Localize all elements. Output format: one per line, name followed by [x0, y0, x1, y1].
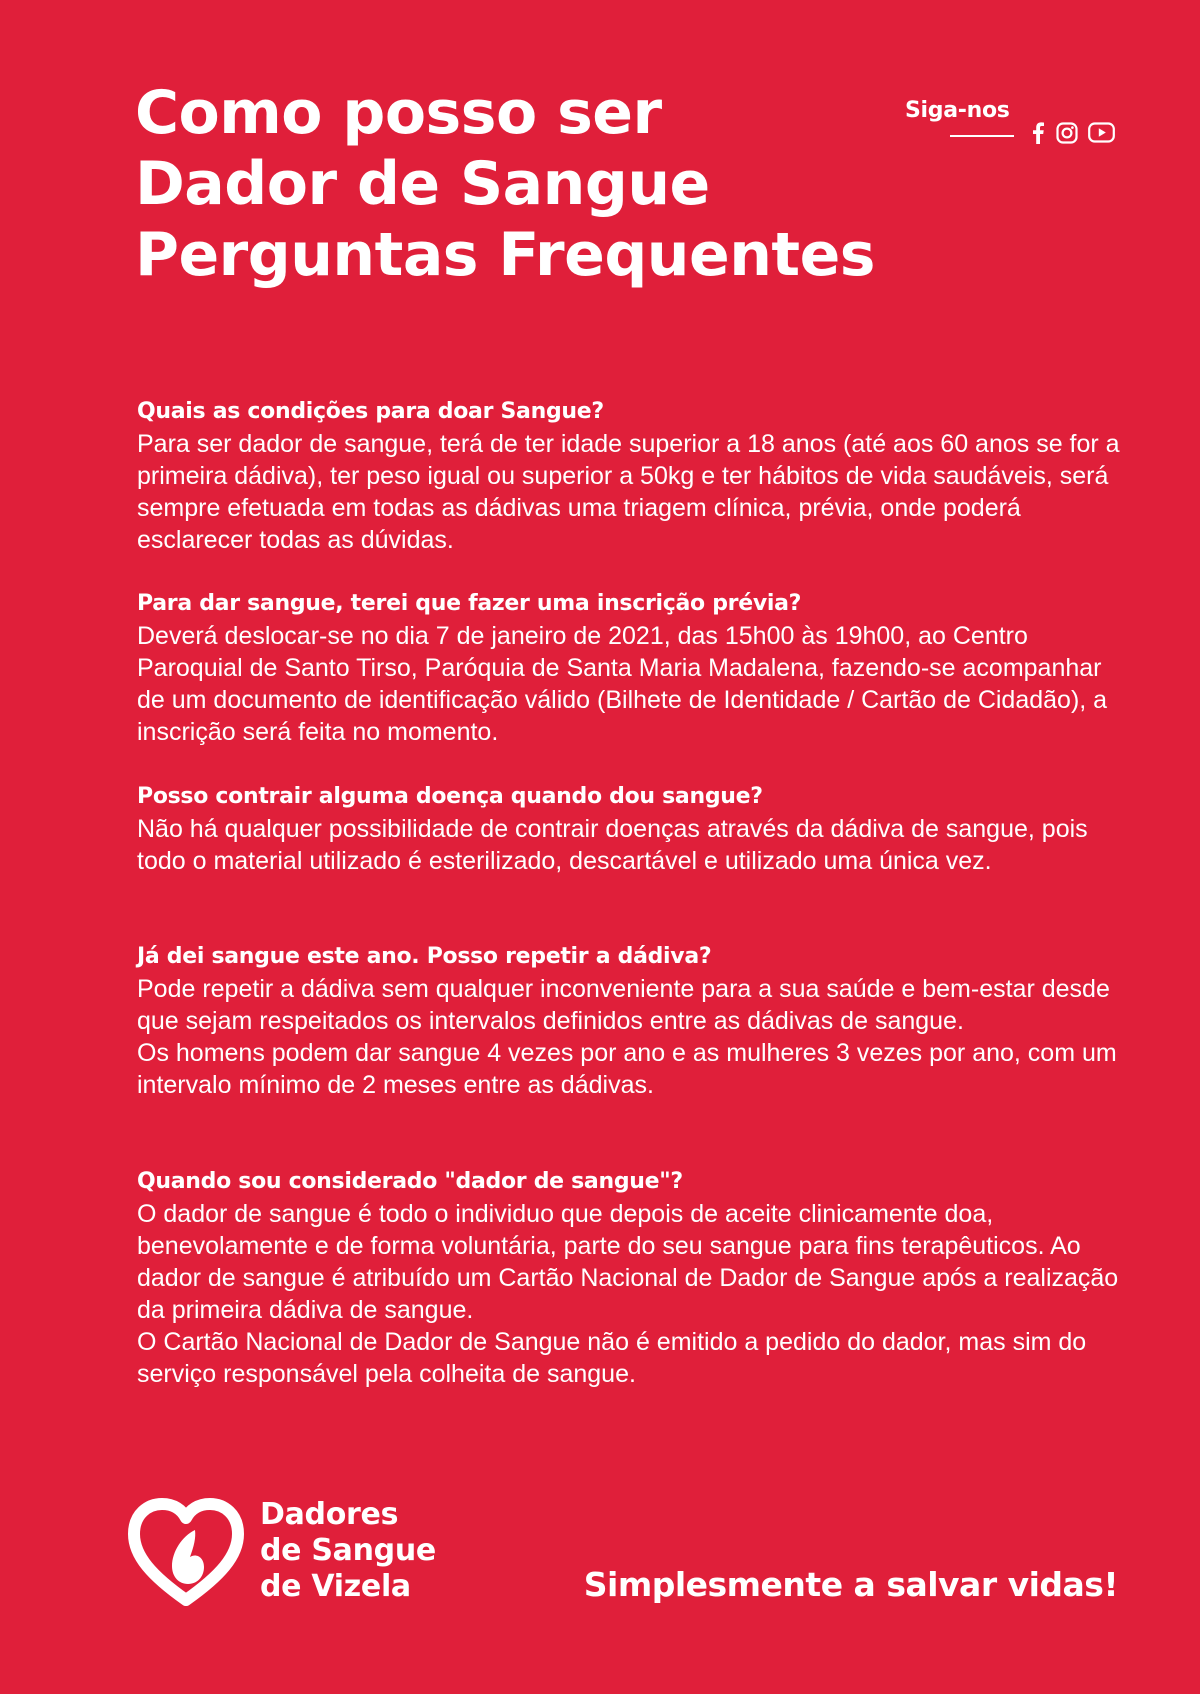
- faq-item: [137, 781, 1127, 877]
- faq-item: [137, 588, 1127, 748]
- faq-question: Posso contrair alguma doença quando dou sangue?: [137, 784, 763, 809]
- faq-question: Já dei sangue este ano. Posso repetir a dádiva?: [137, 944, 712, 969]
- faq-answer: O dador de sangue é todo o individuo que depois de aceite clinicamente doa, benevolamente e de forma voluntária, parte do seu sangue para fins terapêuticos. Ao dador de sangue é atribuído um Cartão Nacional de Dador de Sangue após a realização da primeira dádiva de sangue.: [137, 1200, 1119, 1324]
- follow-underline: [950, 135, 1014, 137]
- facebook-icon[interactable]: [1031, 122, 1045, 148]
- tagline: Simplesmente a salvar vidas!: [583, 1565, 1118, 1604]
- faq-answer: Não há qualquer possibilidade de contrair doenças através da dádiva de sangue, pois todo o material utilizado é esterilizado, descartável e utilizado uma única vez.: [137, 815, 1088, 875]
- faq-answer: Os homens podem dar sangue 4 vezes por ano e as mulheres 3 vezes por ano, com um intervalo mínimo de 2 meses entre as dádivas.: [137, 1039, 1117, 1099]
- logo-line-1: Dadores: [260, 1497, 399, 1532]
- faq-question: Para dar sangue, terei que fazer uma inscrição prévia?: [137, 591, 802, 616]
- faq-item: [137, 941, 1127, 1101]
- faq-answer: Deverá deslocar-se no dia 7 de janeiro de 2021, das 15h00 às 19h00, ao Centro Paroquial de Santo Tirso, Paróquia de Santa Maria Madalena, fazendo-se acompanhar de um documento de identificação válido (Bilhete de Identidade / Cartão de Cidadão), a inscrição será feita no momento.: [137, 622, 1108, 746]
- heart-logo-icon: [128, 1498, 244, 1610]
- logo-text: [260, 1497, 436, 1605]
- faq-question: Quando sou considerado "dador de sangue"?: [137, 1169, 683, 1194]
- faq-item: [137, 396, 1127, 556]
- faq-answer: O Cartão Nacional de Dador de Sangue não é emitido a pedido do dador, mas sim do serviço responsável pela colheita de sangue.: [137, 1328, 1087, 1388]
- faq-item: [137, 1166, 1127, 1390]
- title-line-3: Perguntas Frequentes: [135, 220, 875, 290]
- faq-answer: Pode repetir a dádiva sem qualquer inconveniente para a sua saúde e bem-estar desde que sejam respeitados os intervalos definidos entre as dádivas de sangue.: [137, 975, 1110, 1035]
- youtube-icon[interactable]: [1088, 122, 1115, 147]
- instagram-icon[interactable]: [1056, 122, 1078, 148]
- faq-answer: Para ser dador de sangue, terá de ter idade superior a 18 anos (até aos 60 anos se for a primeira dádiva), ter peso igual ou superior a 50kg e ter hábitos de vida saudáveis, será sempre efetuada em todas as dádivas uma triagem clínica, prévia, onde poderá esclarecer todas as dúvidas.: [137, 430, 1120, 554]
- logo-line-3: de Vizela: [260, 1569, 411, 1604]
- logo-line-2: de Sangue: [260, 1533, 436, 1568]
- faq-question: Quais as condições para doar Sangue?: [137, 399, 604, 424]
- follow-label: Siga-nos: [905, 98, 1010, 123]
- title-line-1: Como posso ser: [135, 78, 662, 148]
- page-title: [135, 78, 875, 291]
- title-line-2: Dador de Sangue: [135, 149, 710, 219]
